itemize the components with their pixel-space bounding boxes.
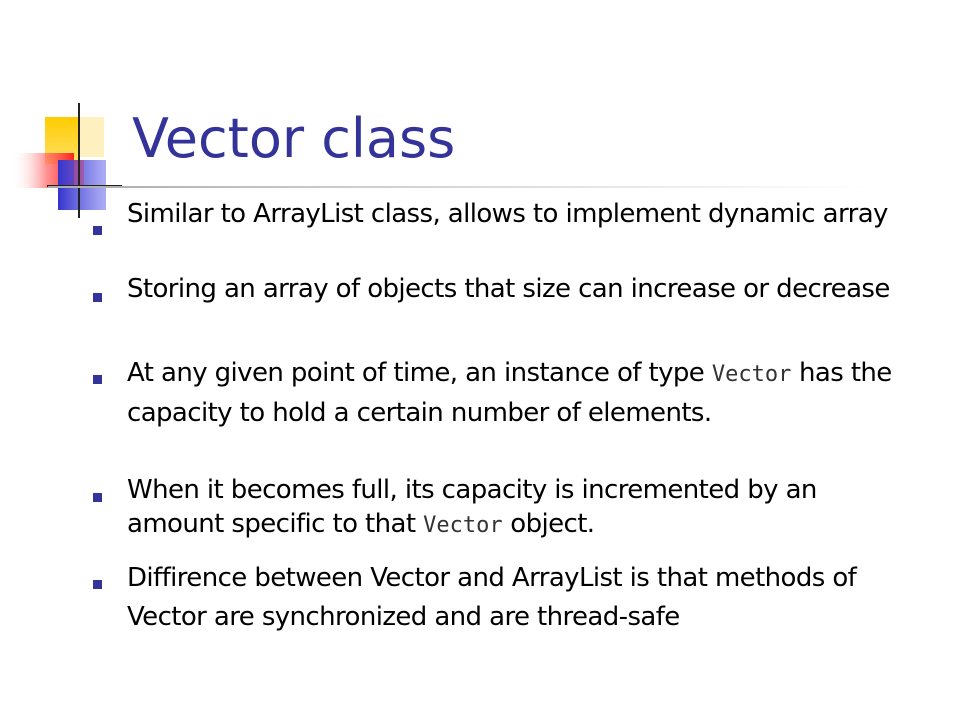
slide-title: Vector class	[132, 107, 456, 170]
bullet-text	[127, 473, 897, 543]
bullet-text-segment: Diffirence between Vector and ArrayList is that methods of Vector are synchronized and are thread-safe	[127, 563, 857, 632]
bullet-text-segment: has the capacity to hold a certain number of elements.	[127, 358, 892, 428]
code-term: Vector	[423, 513, 503, 538]
bullet-text-segment: Storing an array of objects that size can increase or decrease	[127, 274, 890, 304]
bullet-text-segment: Similar to ArrayList class, allows to implement dynamic array	[127, 199, 888, 229]
square-bullet-icon	[93, 580, 102, 589]
code-term: Vector	[711, 362, 792, 387]
bullet-text-segment: When it becomes full, its capacity is incremented by an amount specific to that	[127, 475, 817, 539]
title-divider	[48, 186, 868, 188]
bullet-text	[127, 559, 897, 637]
square-bullet-icon	[93, 493, 102, 502]
bullet-text-segment: object.	[502, 509, 595, 539]
square-bullet-icon	[93, 293, 102, 302]
bullet-text	[127, 272, 897, 306]
square-bullet-icon	[93, 226, 102, 235]
square-bullet-icon	[93, 375, 102, 384]
design-template-logo-icon	[0, 0, 140, 225]
bullet-text-segment: At any given point of time, an instance of type	[127, 358, 712, 388]
bullet-text	[127, 354, 897, 433]
bullet-text	[127, 197, 897, 231]
